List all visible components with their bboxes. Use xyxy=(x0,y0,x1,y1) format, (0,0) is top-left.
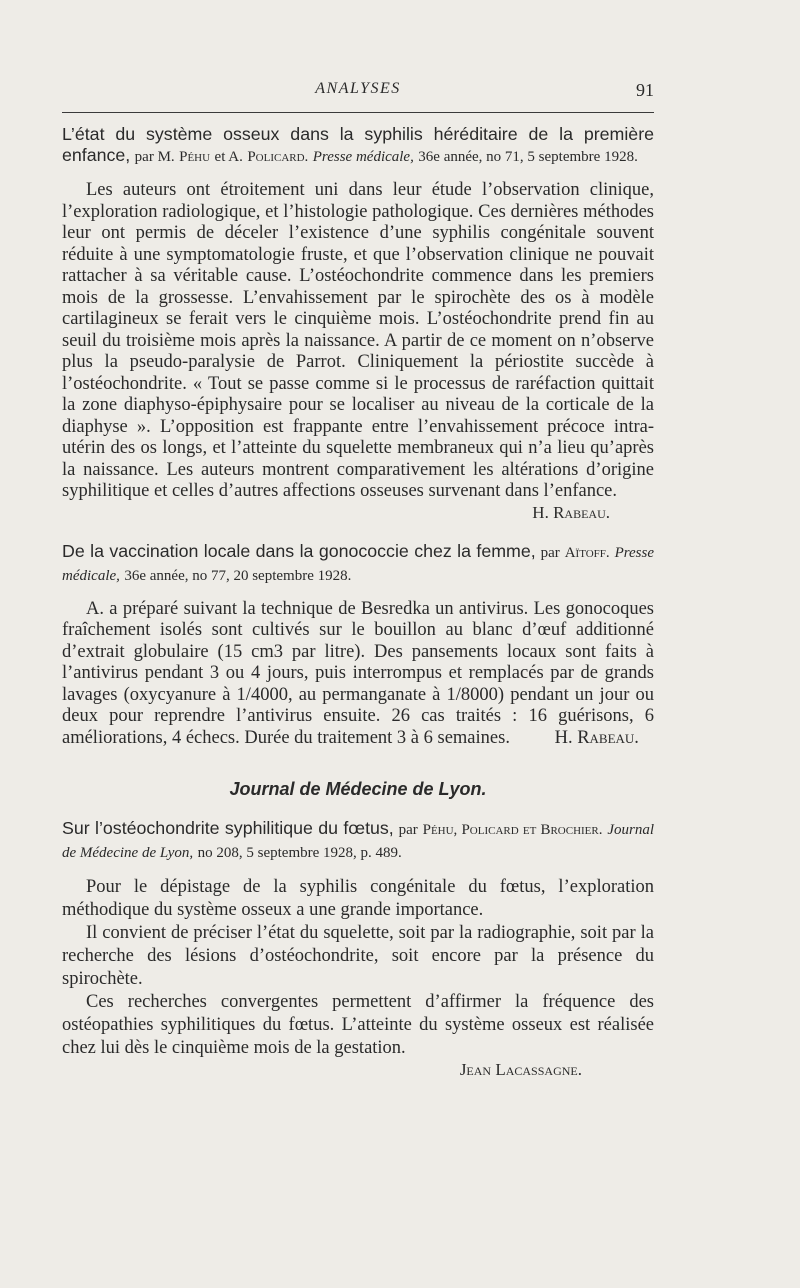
article-3-title: Sur l’ostéochondrite syphilitique du fœtus, xyxy=(62,818,394,838)
page-content xyxy=(62,124,654,1080)
article-1-citation: L’état du système osseux dans la syphilis héréditaire de la première enfance, par M. Péhu et A. Policard. Presse médicale, 36e année, no 71, 5 septembre 1928. xyxy=(62,124,654,165)
article-3-authors: Péhu, Policard et Brochier. xyxy=(422,822,603,838)
section-heading: Journal de Médecine de Lyon. xyxy=(229,779,487,799)
article-1-date: 36e année, no 71, 5 septembre 1928. xyxy=(418,149,638,165)
running-title: ANALYSES xyxy=(315,80,401,97)
article-1-title: L’état du système osseux dans la syphilis héréditaire de la première enfance, xyxy=(62,124,654,165)
article-1-body: Les auteurs ont étroitement uni dans leur étude l’observation clinique, l’exploration radiologique, et l’histologie pathologique. Ces dernières méthodes leur ont permis de déceler l’existence d’une syphilis congénitale souvent réduite à une symptomatologie fruste, et que l’observation clinique ne pouvait rattacher à sa véritable cause. L’ostéochondrite commence dans les premiers mois de la grossesse. L’envahissement par le spirochète des os à modèle cartilagineux se ferait vers le cinquième mois. L’ostéochondrite prend fin au seuil du troisième mois après la naissance. A partir de ce moment on n’observe plus la pseudo-paralysie de Parrot. Cliniquement la périostite succède à l’ostéochondrite. « Tout se passe comme si le processus de raréfaction quittait la zone diaphyso-épiphysaire pour se localiser au niveau de la corticale de la diaphyse ». L’opposition est frappante entre l’envahissement précoce intra-utérin des os longs, et l’atteinte du squelette membraneux qui n’a lieu qu’après la naissance. Les auteurs montrent comparativement les altérations d’origine syphilitique et celles d’autres affections osseuses survenant dans l’enfance. xyxy=(62,180,654,501)
article-1-author-1: Péhu xyxy=(179,149,211,165)
article-1-author-2: Policard. xyxy=(247,149,309,165)
page-number: 91 xyxy=(636,80,654,100)
article-1-journal: Presse médicale, xyxy=(312,149,414,165)
article-2-date: 36e année, no 77, 20 septembre 1928. xyxy=(124,567,352,584)
article-3-date: no 208, 5 septembre 1928, p. 489. xyxy=(197,845,402,861)
article-2-journal: Presse médicale, xyxy=(62,544,655,584)
article-3-signature: Jean Lacassagne. xyxy=(459,1060,582,1079)
article-3-citation: Sur l’ostéochondrite syphilitique du fœtus, par Péhu, Policard et Brochier. Journal de Médecine de Lyon, no 208, 5 septembre 1928, p. 489. xyxy=(62,818,655,861)
article-3-paragraph: Il convient de préciser l’état du squelette, soit par la radiographie, soit par la recherche des lésions d’ostéochondrite, soit encore par la présence du spirochète. xyxy=(62,923,654,989)
header-rule xyxy=(62,112,654,113)
article-3-journal: Journal de Médecine de Lyon, xyxy=(62,822,655,861)
article-3-paragraph: Ces recherches convergentes permettent d’affirmer la fréquence des ostéopathies syphilitiques du fœtus. L’atteinte du système osseux est réalisée chez lui dès le cinquième mois de la gestation. xyxy=(62,992,654,1058)
running-head xyxy=(62,80,654,102)
article-3-paragraph: Pour le dépistage de la syphilis congénitale du fœtus, l’exploration méthodique du système osseux a une grande importance. xyxy=(62,877,654,920)
article-2-body: A. a préparé suivant la technique de Besredka un antivirus. Les gonocoques fraîchement isolés sont cultivés sur le bouillon au blanc d’œuf additionné d’extrait globulaire (15 cm3 par litre). Des pansements locaux sont faits à l’antivirus pendant 3 ou 4 jours, puis interrompus et remplacés par de grands lavages (oxycyanure à 1/4000, au permanganate à 1/8000) pendant un jour ou deux pour reprendre l’antivirus ensuite. 26 cas traités : 16 guérisons, 6 améliorations, 4 échecs. Durée du traitement 3 à 6 semaines. H. Rabeau. xyxy=(62,598,654,748)
article-2-signature: H. Rabeau. xyxy=(554,727,639,748)
article-2-title: De la vaccination locale dans la gonococcie chez la femme, xyxy=(62,540,536,561)
article-1-signature: H. Rabeau. xyxy=(532,502,610,522)
article-2-author: Aïtoff. xyxy=(564,544,610,561)
article-2-citation: De la vaccination locale dans la gonococcie chez la femme, par Aïtoff. Presse médicale, 36e année, no 77, 20 septembre 1928. xyxy=(62,540,655,584)
